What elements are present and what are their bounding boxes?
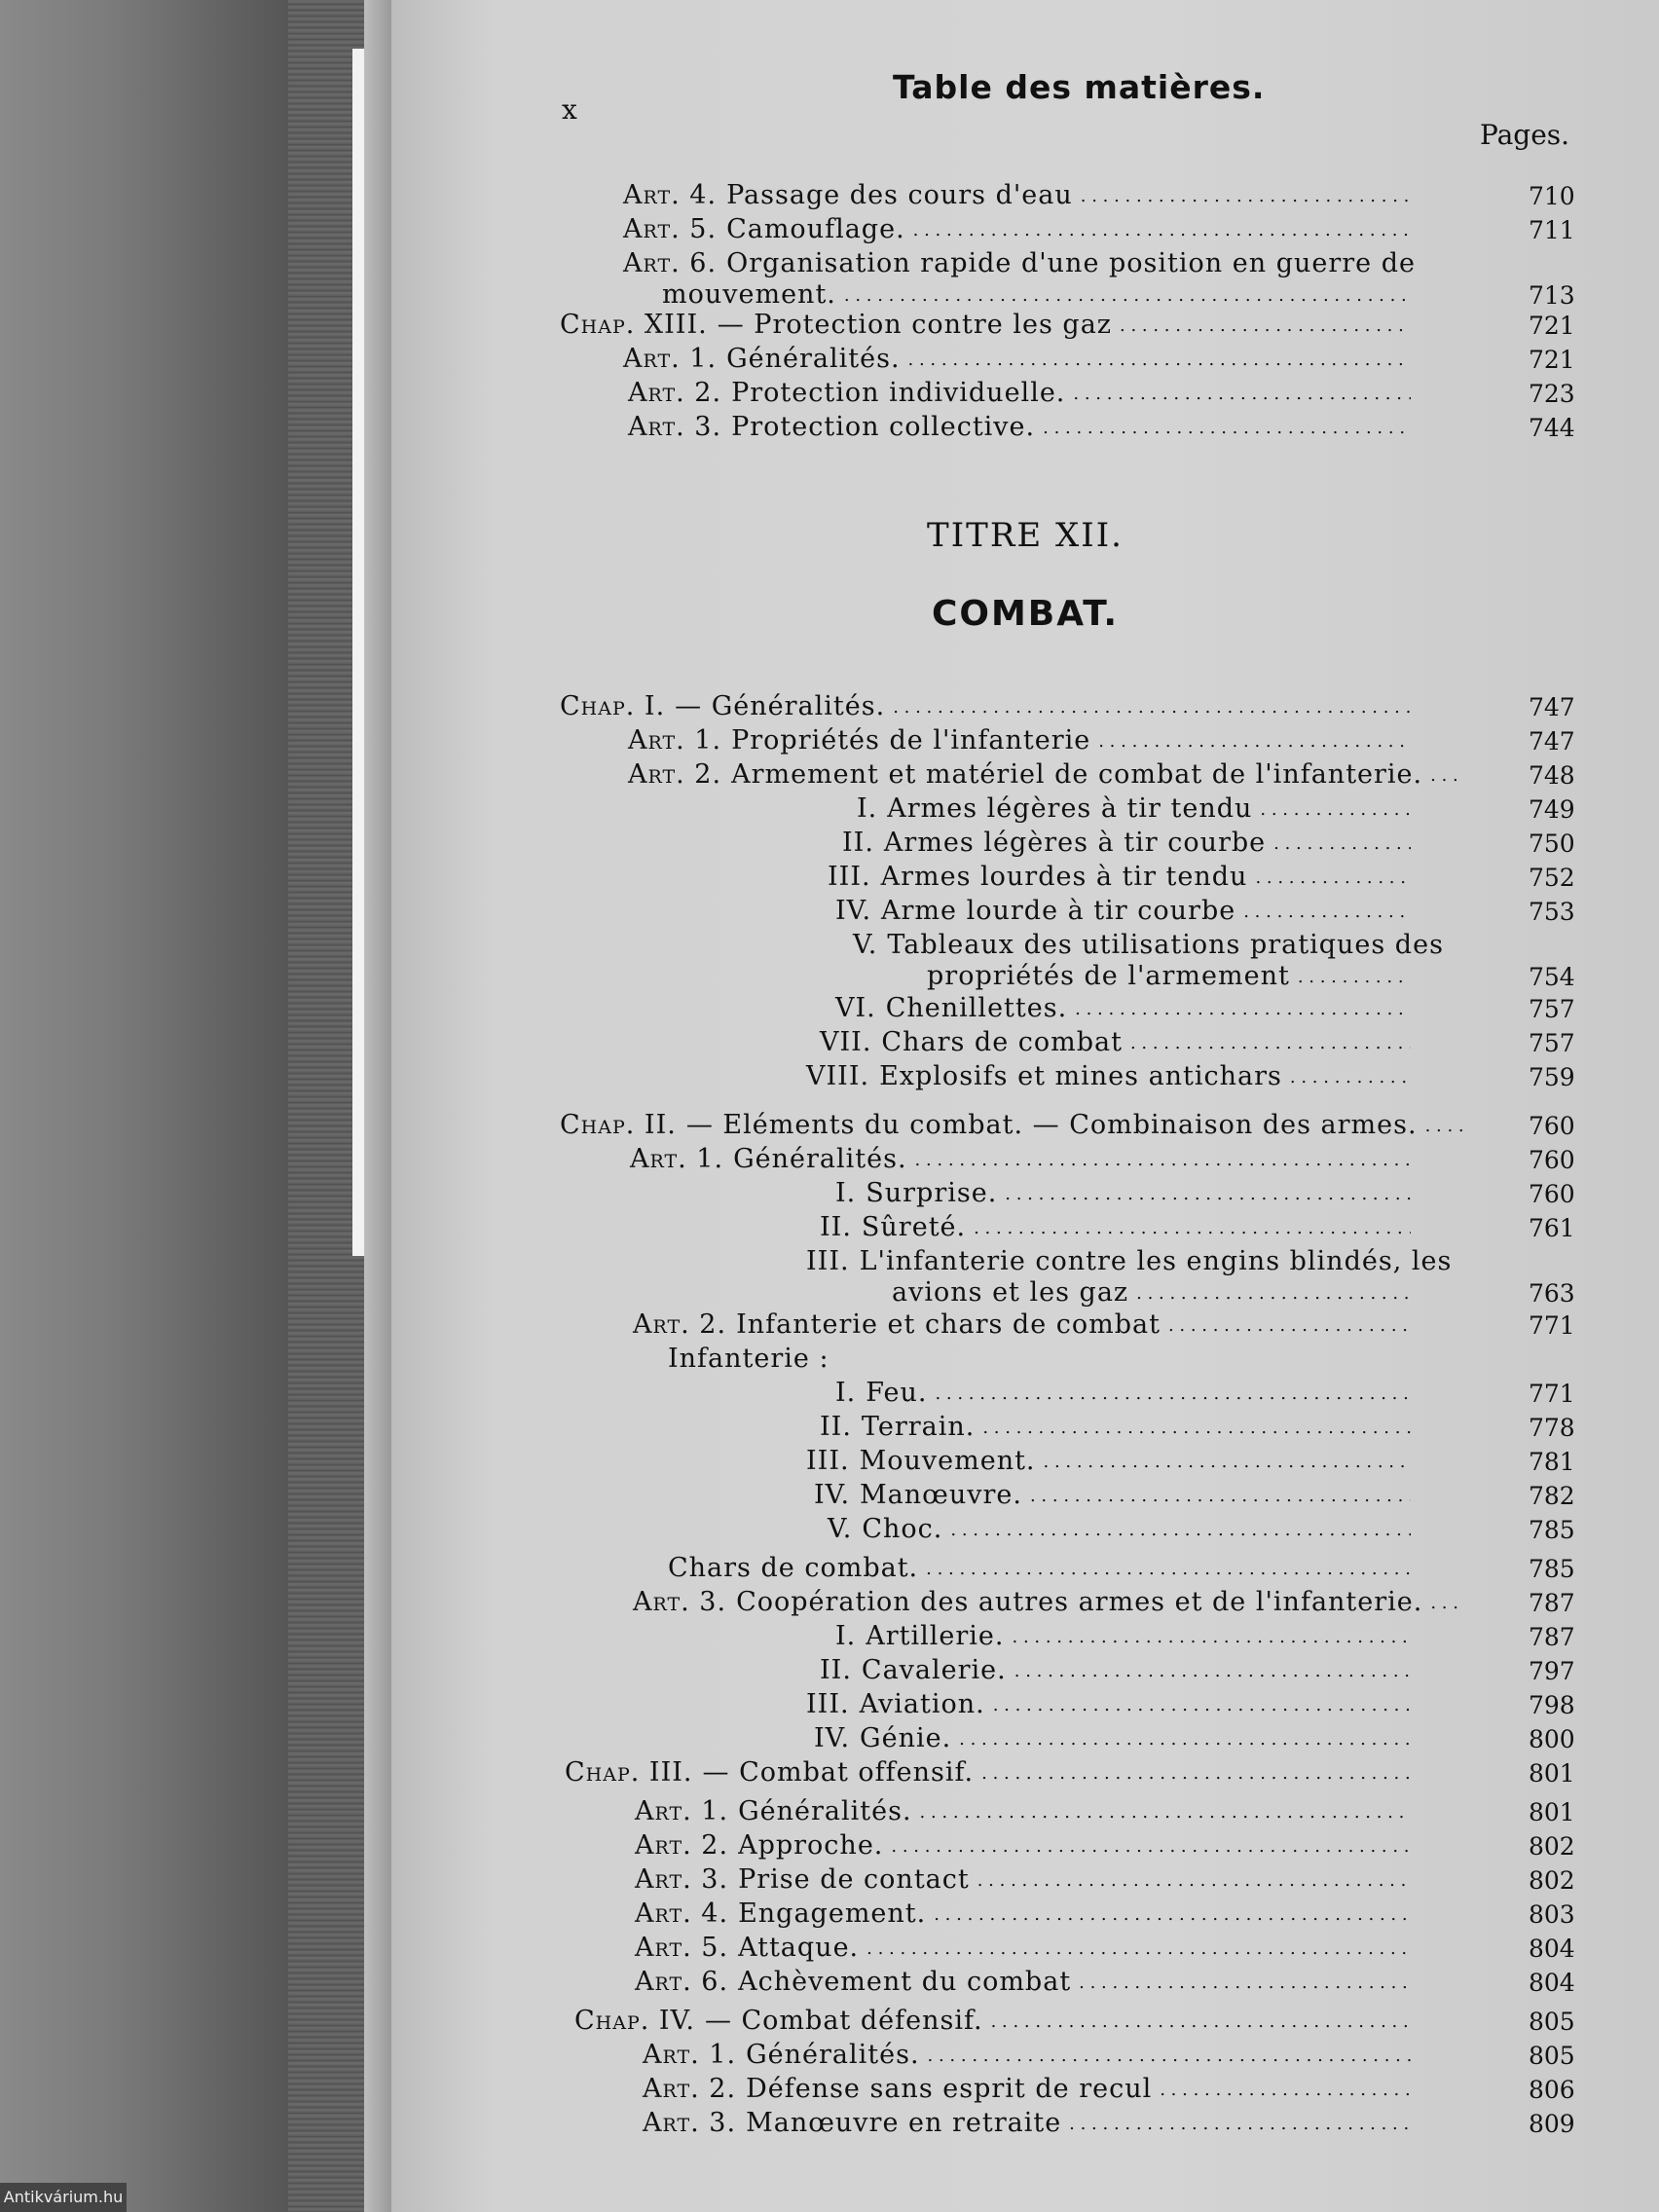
toc-entry-text: Armes légères à tir tendu: [887, 793, 1253, 824]
toc-page-number: 713: [1529, 281, 1575, 310]
toc-entry: [560, 310, 1419, 343]
toc-entry: [806, 1246, 1472, 1279]
page-number: x: [562, 93, 577, 126]
leader-dots: [920, 1796, 1411, 1826]
leader-dots: [915, 1144, 1411, 1174]
toc-page-number: 760: [1529, 1112, 1575, 1140]
toc-entry: [633, 1309, 1419, 1343]
toc-entry-label: I.: [835, 1178, 857, 1208]
toc-entry: [643, 2074, 1419, 2107]
leader-dots: [1430, 1587, 1464, 1617]
toc-entry: [842, 828, 1419, 861]
toc-entry: [643, 2040, 1419, 2073]
leader-dots: [1136, 1277, 1411, 1308]
toc-entry: [835, 993, 1419, 1026]
leader-dots: [1273, 828, 1411, 858]
leader-dots: [1081, 180, 1411, 210]
toc-entry-label: II.: [842, 828, 874, 858]
toc-page-number: 749: [1529, 795, 1575, 824]
toc-entry: [662, 279, 1419, 313]
toc-entry: [635, 1830, 1419, 1863]
toc-entry-text: Généralités.: [733, 1144, 907, 1174]
leader-dots: [1044, 1446, 1411, 1476]
toc-page-number: 778: [1529, 1414, 1575, 1442]
toc-entry-label: III.: [806, 1446, 850, 1476]
toc-entry-label: II.: [820, 1412, 852, 1442]
leader-dots: [981, 1757, 1411, 1788]
toc-entry-label: Chap. III.: [565, 1757, 693, 1788]
toc-entry: [835, 1378, 1419, 1411]
toc-page-number: 782: [1529, 1482, 1575, 1510]
toc-entry-text: Engagement.: [738, 1899, 927, 1929]
toc-entry-text: Protection collective.: [731, 412, 1036, 442]
toc-page-number: 711: [1529, 216, 1575, 244]
toc-entry: [835, 1178, 1419, 1211]
toc-entry-text: Prise de contact: [738, 1864, 970, 1895]
toc-entry-label: Art. 3.: [635, 1864, 729, 1895]
toc-entry: [635, 1864, 1419, 1898]
leader-dots: [1290, 1061, 1411, 1091]
toc-entry-text: Organisation rapide d'une position en guerre de: [726, 248, 1416, 278]
toc-entry-label: Art. 5.: [623, 214, 718, 244]
toc-page-number: 771: [1529, 1380, 1575, 1408]
toc-entry-text: Armes légères à tir courbe: [883, 828, 1267, 858]
toc-entry-label: Art. 3.: [628, 412, 722, 442]
toc-entry: [633, 1587, 1472, 1620]
leader-dots: [1014, 1655, 1411, 1685]
leader-dots: [991, 2006, 1411, 2036]
toc-entry-label: I.: [857, 793, 878, 824]
toc-entry: [628, 725, 1419, 758]
toc-entry: [668, 1553, 1419, 1586]
toc-entry: [820, 1212, 1419, 1245]
toc-page-number: 801: [1529, 1759, 1575, 1788]
toc-entry-label: III.: [806, 1246, 850, 1276]
leader-dots: [844, 279, 1411, 310]
toc-entry-text: Surprise.: [866, 1178, 998, 1208]
toc-page-number: 800: [1529, 1725, 1575, 1753]
toc-page-number: 785: [1529, 1516, 1575, 1544]
toc-page-number: 781: [1529, 1448, 1575, 1476]
toc-entry: [835, 896, 1419, 929]
toc-page-number: 804: [1529, 1969, 1575, 1997]
toc-entry-label: VI.: [835, 993, 876, 1023]
toc-entry-text: Chenillettes.: [885, 993, 1068, 1023]
leader-dots: [1098, 725, 1411, 756]
toc-entry: [806, 1689, 1419, 1722]
toc-page-number: 804: [1529, 1935, 1575, 1963]
leader-dots: [1168, 1309, 1411, 1340]
toc-entry-label: Art. 2.: [628, 759, 722, 790]
toc-entry: [628, 378, 1419, 411]
toc-entry-label: Art. 1.: [628, 725, 722, 756]
toc-page-number: 748: [1529, 761, 1575, 790]
leader-dots: [908, 344, 1411, 374]
toc-entry: [574, 2006, 1419, 2039]
toc-entry-text: avions et les gaz: [892, 1277, 1129, 1308]
toc-entry: [565, 1757, 1419, 1790]
toc-entry-label: VIII.: [806, 1061, 870, 1091]
toc-entry-label: I.: [835, 1378, 857, 1408]
toc-entry-label: Chap. II.: [560, 1110, 677, 1140]
toc-page-number: 798: [1529, 1691, 1575, 1719]
toc-entry-text: Généralités.: [726, 344, 901, 374]
toc-entry-text: Armes lourdes à tir tendu: [880, 862, 1248, 892]
toc-page-number: 802: [1529, 1832, 1575, 1861]
toc-entry-text: Armement et matériel de combat de l'infanterie.: [731, 759, 1423, 790]
toc-page-number: 753: [1529, 898, 1575, 926]
toc-entry-label: Art. 6.: [635, 1967, 729, 1997]
toc-entry: [814, 1480, 1419, 1513]
toc-entry: [623, 214, 1419, 247]
toc-entry-text: Achèvement du combat: [738, 1967, 1072, 1997]
toc-entry-label: IV.: [835, 896, 872, 926]
toc-page-number: 721: [1529, 346, 1575, 374]
leader-dots: [959, 1723, 1411, 1753]
toc-entry: [820, 1412, 1419, 1445]
toc-entry-text: — Combat offensif.: [702, 1757, 975, 1788]
toc-entry-text: Généralités.: [746, 2040, 920, 2070]
leader-dots: [1005, 1178, 1411, 1208]
toc-entry-text: Mouvement.: [859, 1446, 1036, 1476]
toc-entry-text: Infanterie :: [668, 1344, 830, 1374]
toc-entry-text: propriétés de l'armement: [927, 961, 1290, 991]
leader-dots: [926, 1553, 1411, 1583]
toc-page-number: 744: [1529, 414, 1575, 442]
toc-page-number: 797: [1529, 1657, 1575, 1685]
toc-entry-text: — Eléments du combat. — Combinaison des armes.: [685, 1110, 1418, 1140]
toc-entry-label: Chap. IV.: [574, 2006, 695, 2036]
toc-entry-text: Tableaux des utilisations pratiques des: [887, 930, 1444, 960]
leader-dots: [1013, 1621, 1412, 1651]
toc-page-number: 757: [1529, 995, 1575, 1023]
toc-entry-text: Attaque.: [738, 1933, 860, 1963]
toc-entry-text: Généralités.: [738, 1796, 912, 1826]
leader-dots: [950, 1514, 1411, 1544]
toc-entry-text: Manœuvre.: [860, 1480, 1022, 1510]
leader-dots: [1043, 412, 1411, 442]
toc-page-number: 771: [1529, 1311, 1575, 1340]
toc-entry: [828, 862, 1419, 895]
toc-entry: [853, 930, 1472, 963]
toc-entry: [828, 1514, 1419, 1547]
toc-page-number: 757: [1529, 1029, 1575, 1057]
toc-entry-label: Art. 2.: [628, 378, 722, 408]
toc-entry-text: mouvement.: [662, 279, 836, 310]
toc-page-number: 754: [1529, 963, 1575, 991]
toc-entry: [630, 1144, 1419, 1177]
toc-entry: [623, 180, 1419, 213]
toc-page-number: 805: [1529, 2042, 1575, 2070]
toc-entry-text: — Généralités.: [675, 691, 886, 721]
toc-entry-text: Défense sans esprit de recul: [746, 2074, 1153, 2104]
toc-page-number: 760: [1529, 1180, 1575, 1208]
toc-entry-label: Art. 4.: [635, 1899, 729, 1929]
toc-page-number: 747: [1529, 727, 1575, 756]
toc-entry: [806, 1446, 1419, 1479]
page-gutter: [364, 0, 391, 2212]
toc-entry-text: Génie.: [860, 1723, 952, 1753]
toc-entry-label: I.: [835, 1621, 857, 1651]
leader-dots: [1160, 2074, 1411, 2104]
toc-entry-text: Artillerie.: [866, 1621, 1005, 1651]
toc-entry: [635, 1967, 1419, 2000]
toc-entry-label: Art. 3.: [633, 1587, 727, 1617]
toc-entry: [857, 793, 1419, 827]
toc-page-number: 761: [1529, 1214, 1575, 1242]
toc-entry: [820, 1027, 1419, 1060]
toc-entry-label: IV.: [814, 1480, 851, 1510]
toc-entry-text: Explosifs et mines antichars: [879, 1061, 1282, 1091]
toc-entry-text: Chars de combat.: [668, 1553, 919, 1583]
watermark: Antikvárium.hu: [0, 2183, 127, 2212]
toc-page-number: 752: [1529, 864, 1575, 892]
toc-entry-label: Art. 1.: [630, 1144, 724, 1174]
leader-dots: [893, 691, 1411, 721]
toc-entry-text: Arme lourde à tir courbe: [881, 896, 1236, 926]
pages-column-label: Pages.: [1480, 119, 1570, 151]
toc-page: [391, 0, 1659, 2212]
toc-entry: [635, 1933, 1419, 1966]
leader-dots: [1430, 759, 1464, 790]
toc-entry-text: Coopération des autres armes et de l'infanterie.: [736, 1587, 1423, 1617]
toc-entry-text: Infanterie et chars de combat: [736, 1309, 1161, 1340]
leader-dots: [1075, 993, 1411, 1023]
toc-entry: [820, 1655, 1419, 1688]
toc-entry: [628, 412, 1419, 445]
toc-entry-text: Terrain.: [861, 1412, 976, 1442]
leader-dots: [934, 1899, 1411, 1929]
toc-entry-text: L'infanterie contre les engins blindés, les: [859, 1246, 1453, 1276]
toc-entry: [623, 248, 1472, 281]
toc-page-number: 801: [1529, 1798, 1575, 1826]
leader-dots: [1069, 2108, 1411, 2138]
toc-entry-label: Art. 1.: [623, 344, 718, 374]
toc-entry-text: Feu.: [866, 1378, 928, 1408]
toc-page-number: 710: [1529, 182, 1575, 210]
toc-entry-text: Sûreté.: [861, 1212, 967, 1242]
leader-dots: [1030, 1480, 1411, 1510]
toc-entry-label: Art. 1.: [635, 1796, 729, 1826]
toc-entry-text: Choc.: [862, 1514, 943, 1544]
toc-entry-label: IV.: [814, 1723, 851, 1753]
toc-entry-text: Manœuvre en retraite: [746, 2108, 1062, 2138]
toc-entry: [643, 2108, 1419, 2141]
toc-entry-text: — Combat défensif.: [704, 2006, 983, 2036]
toc-entry: [635, 1899, 1419, 1932]
leader-dots: [982, 1412, 1411, 1442]
toc-entry: [892, 1277, 1419, 1310]
toc-entry: [628, 759, 1472, 793]
leader-dots: [1079, 1967, 1411, 1997]
leader-dots: [928, 2040, 1411, 2070]
toc-entry-label: Art. 3.: [643, 2108, 737, 2138]
leader-dots: [993, 1689, 1411, 1719]
toc-page-number: 763: [1529, 1279, 1575, 1308]
leader-dots: [1298, 961, 1411, 991]
leader-dots: [866, 1933, 1411, 1963]
section-heading: COMBAT.: [931, 594, 1120, 634]
leader-dots: [1260, 793, 1411, 824]
toc-page-number: 721: [1529, 312, 1575, 340]
toc-entry-text: Camouflage.: [726, 214, 905, 244]
toc-entry-label: Art. 4.: [623, 180, 718, 210]
toc-entry-text: Approche.: [738, 1830, 884, 1861]
toc-entry: [668, 1344, 1472, 1377]
leader-dots: [1425, 1110, 1464, 1140]
toc-entry: [560, 1110, 1472, 1143]
page-title: Table des matières.: [893, 68, 1266, 106]
toc-entry-label: Chap. XIII.: [560, 310, 708, 340]
toc-entry-text: Chars de combat: [881, 1027, 1123, 1057]
toc-entry: [623, 344, 1419, 377]
leader-dots: [1130, 1027, 1411, 1057]
toc-entry-label: V.: [828, 1514, 853, 1544]
leader-dots: [891, 1830, 1411, 1861]
toc-entry-label: Art. 2.: [633, 1309, 727, 1340]
toc-page-number: 747: [1529, 693, 1575, 721]
leader-dots: [913, 214, 1411, 244]
toc-entry-text: Protection individuelle.: [731, 378, 1066, 408]
toc-page-number: 803: [1529, 1900, 1575, 1929]
toc-entry: [806, 1061, 1419, 1094]
leader-dots: [1073, 378, 1411, 408]
toc-entry-text: Cavalerie.: [861, 1655, 1007, 1685]
toc-entry-label: Art. 6.: [623, 248, 718, 278]
toc-page-number: 787: [1529, 1589, 1575, 1617]
background-left: [0, 0, 292, 2212]
leader-dots: [1255, 862, 1411, 892]
toc-entry-text: Aviation.: [859, 1689, 985, 1719]
toc-entry-label: Art. 1.: [643, 2040, 737, 2070]
toc-entry: [835, 1621, 1419, 1654]
toc-entry: [635, 1796, 1419, 1829]
toc-entry-label: II.: [820, 1212, 852, 1242]
toc-entry-label: Art. 5.: [635, 1933, 729, 1963]
toc-entry-text: Propriétés de l'infanterie: [731, 725, 1091, 756]
toc-entry: [814, 1723, 1419, 1756]
toc-page-number: 806: [1529, 2076, 1575, 2104]
toc-entry-label: Art. 2.: [643, 2074, 737, 2104]
toc-entry-label: V.: [853, 930, 878, 960]
toc-entry: [560, 691, 1419, 724]
toc-page-number: 785: [1529, 1555, 1575, 1583]
toc-entry: [927, 961, 1419, 994]
toc-page-number: 760: [1529, 1146, 1575, 1174]
toc-entry-text: Passage des cours d'eau: [726, 180, 1073, 210]
toc-page-number: 805: [1529, 2008, 1575, 2036]
toc-entry-label: Art. 2.: [635, 1830, 729, 1861]
toc-page-number: 787: [1529, 1623, 1575, 1651]
leader-dots: [1243, 896, 1411, 926]
leader-dots: [1120, 310, 1411, 340]
toc-entry-label: Chap. I.: [560, 691, 666, 721]
toc-page-number: 723: [1529, 380, 1575, 408]
toc-page-number: 759: [1529, 1063, 1575, 1091]
toc-entry-label: III.: [828, 862, 871, 892]
leader-dots: [977, 1864, 1411, 1895]
toc-entry-text: — Protection contre les gaz: [717, 310, 1113, 340]
toc-entry-label: II.: [820, 1655, 852, 1685]
toc-page-number: 750: [1529, 830, 1575, 858]
leader-dots: [974, 1212, 1411, 1242]
toc-entry-label: VII.: [820, 1027, 872, 1057]
toc-page-number: 802: [1529, 1866, 1575, 1895]
section-titre: TITRE XII.: [927, 516, 1124, 555]
toc-entry-label: III.: [806, 1689, 850, 1719]
leader-dots: [935, 1378, 1411, 1408]
toc-page-number: 809: [1529, 2110, 1575, 2138]
